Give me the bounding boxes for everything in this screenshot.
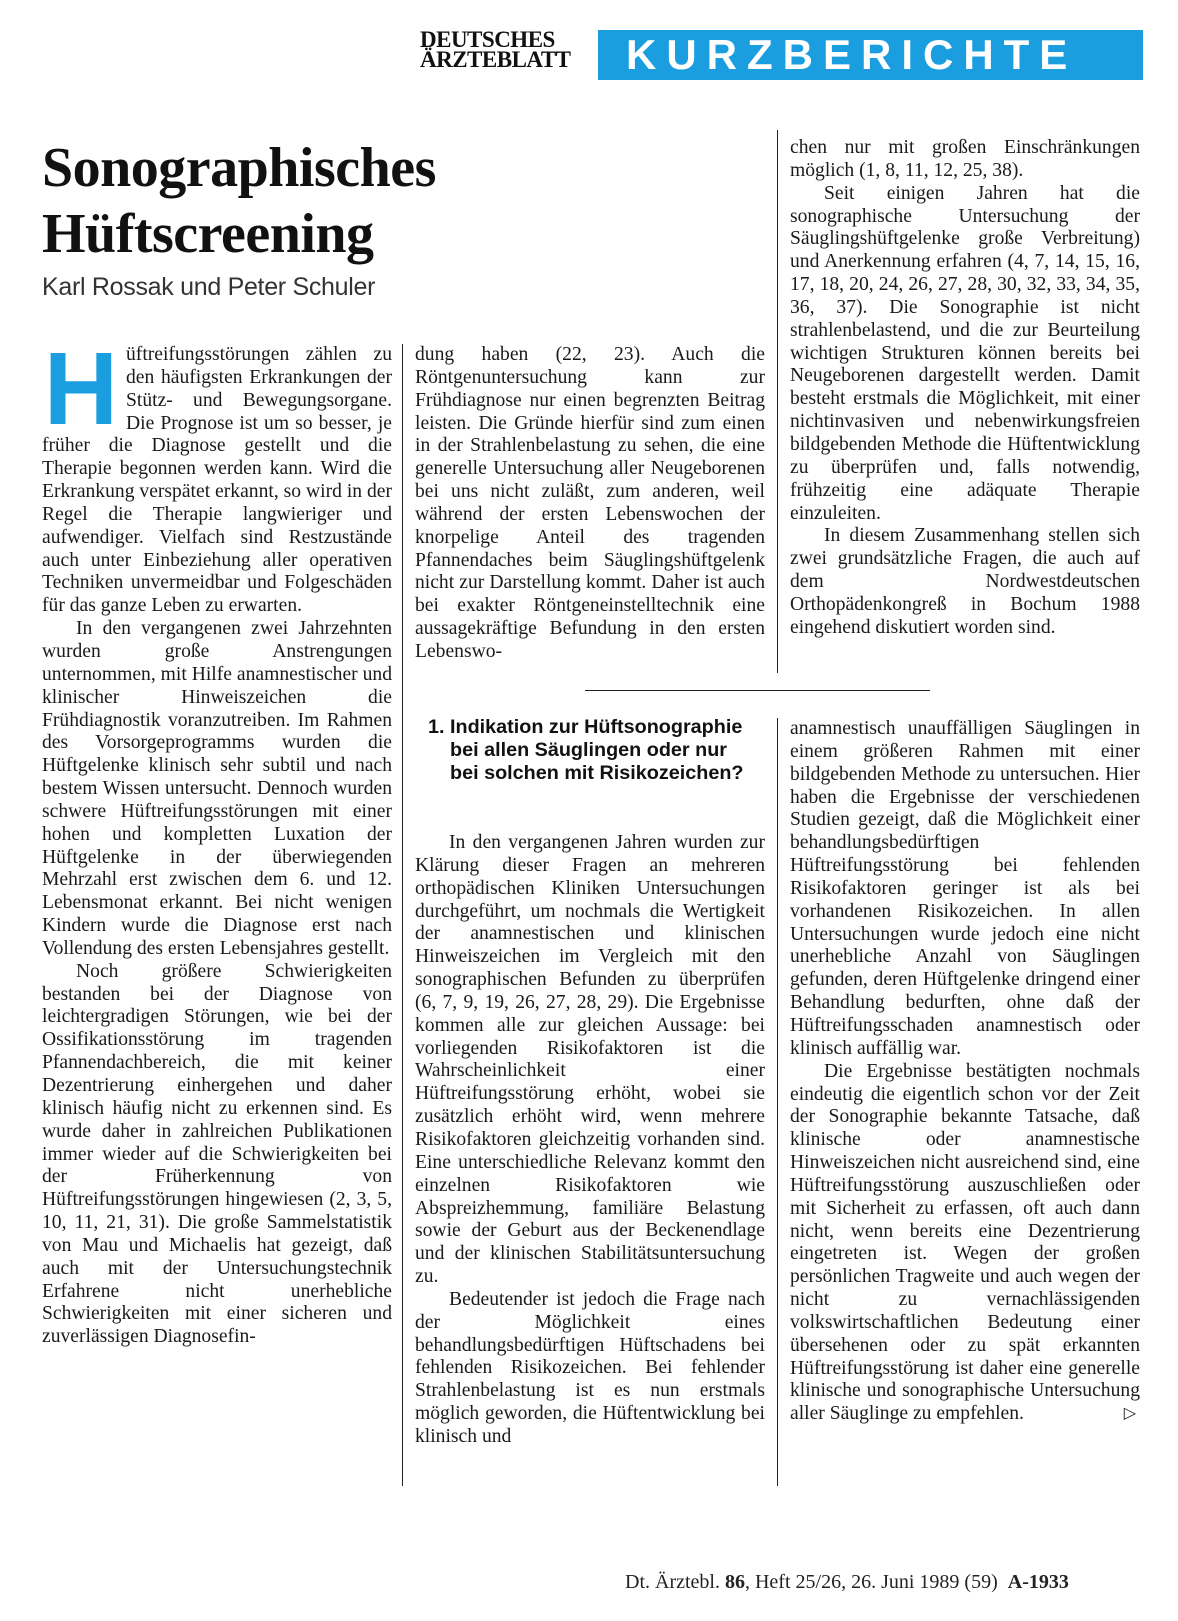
masthead-line2: ÄRZTEBLATT: [420, 47, 571, 72]
paragraph: In diesem Zusammenhang stellen sich zwei grundsätzliche Fragen, die auch auf dem Nordwestdeutschen Orthopädenkongreß in Bochum 1988 eingehend diskutiert worden sind.: [790, 525, 1140, 638]
paragraph: Bedeutender ist jedoch die Frage nach der Möglichkeit eines behandlungsbedürftigen Hüftschadens bei fehlenden Risikozeichen. Bei fehlender Strahlenbelastung ist es nun erstmals möglich geworden, die Hüftentwicklung bei klinisch und: [415, 1288, 765, 1447]
section-banner-label: KURZBERICHTE: [626, 31, 1078, 78]
text-column-2-bottom: [415, 832, 765, 1449]
column-divider: [777, 718, 778, 1486]
paragraph: In den vergangenen Jahren wurden zur Klärung dieser Fragen an mehreren orthopädischen Kliniken Untersuchungen durchgeführt, um nochmals die Wertigkeit der anamnestischen und klinischen Hinweiszeichen im Vergleich mit den sonographischen Befunden zu überprüfen (6, 7, 9, 19, 26, 27, 28, 29). Die Ergebnisse kommen alle zur gleichen Aussage: bei vorliegenden Risikofaktoren ist die Wahrscheinlichkeit einer Hüftreifungsstörung erhöht, wobei sie zusätzlich erhöht wird, wenn mehrere Risikofaktoren gleichzeitig vorhanden sind. Eine unterschiedliche Relevanz kommt den einzelnen Risikofaktoren wie Abspreizhemmung, familiäre Belastung sowie der Geburt aus der Beckenendlage und der klinischen Stabilitätsuntersuchung zu.: [415, 832, 765, 1288]
section-heading-text: Indikation zur Hüftsonographie bei allen Säuglingen oder nur bei solchen mit Risikozeichen?: [450, 716, 744, 784]
masthead-line1: DEUTSCHES: [420, 27, 555, 52]
paragraph-text: üftreifungsstörungen zählen zu den häufigsten Erkrankungen der Stütz- und Bewegungsorgane. Die Prognose ist um so besser, je früher die Diagnose gestellt und die Therapie begonnen werden kann. Wird die Erkrankung verspätet erkannt, so wird in der Regel die Therapie langwieriger und aufwendiger. Vielfach sind Restzustände auch unter Einbeziehung aller operativen Techniken unvermeidbar und Folgeschäden für das ganze Leben zu erwarten.: [42, 344, 392, 617]
column-divider: [402, 344, 403, 1486]
footer-issue: , Heft 25/26, 26. Juni 1989 (59): [744, 1571, 998, 1593]
text-column-3-bottom: [790, 718, 1140, 1426]
text-column-2-top: [415, 344, 765, 664]
paragraph-text: Die Ergebnisse bestätigten nochmals eindeutig die eigentlich schon vor der Zeit der Sonographie bekannte Tatsache, daß klinische oder anamnestische Hinweiszeichen nicht ausreichend sind, eine Hüftreifungsstörung auszuschließen oder mit Sicherheit zu erfassen, oft auch dann nicht, wenn bereits eine Dezentrierung eingetreten ist. Wegen der großen persönlichen Tragweite und auch wegen der nicht zu vernachlässigenden volkswirtschaftlichen Bedeutung einer übersehenen oder zu spät erkannten Hüftreifungsstörung ist daher eine generelle klinische und sonographische Untersuchung aller Säuglinge zu empfehlen.: [790, 1060, 1140, 1425]
article-authors: Karl Rossak und Peter Schuler: [42, 273, 376, 301]
section-divider: [585, 690, 930, 691]
section-heading: [428, 716, 760, 784]
footer-volume: 86: [724, 1571, 745, 1593]
footer-journal: Dt. Ärztebl.: [625, 1571, 720, 1593]
text-column-3-top: [790, 137, 1140, 640]
paragraph: In den vergangenen zwei Jahrzehnten wurden große Anstrengungen unternommen, mit Hilfe anamnestischer und klinischer Hinweiszeichen die Frühdiagnostik voranzutreiben. Im Rahmen des Vorsorgeprogramms wurden die Hüftgelenke klinisch sehr subtil und nach bestem Wissen untersucht. Dennoch wurden schwere Hüftreifungsstörungen mit einer hohen und kompletten Luxation der Hüftgelenke in der überwiegenden Mehrzahl erst zwischen dem 6. und 12. Lebensmonat erkannt. Bei nicht wenigen Kindern wurde die Diagnose erst nach Vollendung des ersten Lebensjahres gestellt.: [42, 618, 392, 959]
paragraph: [42, 331, 392, 618]
page-footer: [625, 1571, 1069, 1594]
journal-masthead: [420, 27, 592, 78]
section-heading-number: 1.: [428, 716, 445, 738]
column-divider: [777, 130, 778, 673]
paragraph: dung haben (22, 23). Auch die Röntgenuntersuchung kann zur Frühdiagnose nur einen begrenzten Beitrag leisten. Die Gründe hierfür sind zum einen in der Strahlenbelastung zu sehen, die eine generelle Untersuchung aller Neugeborenen bei uns nicht zuläßt, zum anderen, weil während der ersten Lebenswochen der knorpelige Anteil des tragenden Pfannendaches beim Säuglingshüftgelenk nicht zur Darstellung kommt. Daher ist auch bei exakter Röntgeneinstelltechnik eine aussagekräftige Befundung in den ersten Lebenswo-: [415, 344, 765, 662]
footer-page-number: A-1933: [1007, 1571, 1069, 1593]
drop-cap: H: [43, 331, 119, 446]
paragraph: chen nur mit großen Einschränkungen möglich (1, 8, 11, 12, 25, 38).: [790, 137, 1140, 181]
continue-arrow-icon: ▷: [1123, 1405, 1136, 1423]
paragraph: Seit einigen Jahren hat die sonographische Untersuchung der Säuglingshüftgelenke große Verbreitung) und Anerkennung erfahren (4, 7, 14, 15, 16, 17, 18, 20, 24, 26, 27, 28, 30, 32, 33, 34, 35, 36, 37). Die Sonographie ist nicht strahlenbelastend, und die zur Beurteilung wichtigen Strukturen können bereits bei Neugeborenen dargestellt werden. Damit besteht erstmals die Möglichkeit, mit einer nichtinvasiven und nebenwirkungsfreien bildgebenden Methode die Hüftentwicklung zu überprüfen und, falls notwendig, frühzeitig eine adäquate Therapie einzuleiten.: [790, 182, 1140, 524]
section-banner: [598, 30, 1143, 80]
title-line2: Hüftscreening: [42, 203, 374, 265]
text-column-1: [42, 331, 392, 1349]
title-line1: Sonographisches: [42, 137, 436, 199]
paragraph: anamnestisch unauffälligen Säuglingen in einem größeren Rahmen mit einer bildgebenden Methode zu untersuchen. Hier haben die Ergebnisse der verschiedenen Studien gezeigt, daß die Möglichkeit einer behandlungsbedürftigen Hüftreifungsstörung bei fehlenden Risikofaktoren geringer ist als bei vorhandenen Risikozeichen. In allen Untersuchungen wurde jedoch eine nicht unerhebliche Anzahl von Säuglingen gefunden, deren Hüftgelenke dringend einer Behandlung bedurften, ohne daß der Hüftreifungsschaden anamnestisch oder klinisch auffällig war.: [790, 718, 1140, 1059]
article-title: [42, 135, 602, 267]
paragraph: Noch größere Schwierigkeiten bestanden bei der Diagnose von leichtergradigen Störungen, wie bei der Ossifikationsstörung im tragenden Pfannendachbereich, die mit keiner Dezentrierung einhergehen und daher klinisch häufig nicht zu erkennen sind. Es wurde daher in zahlreichen Publikationen immer wieder auf die Schwierigkeiten bei der Früherkennung von Hüftreifungsstörungen hingewiesen (2, 3, 5, 10, 11, 21, 31). Die große Sammelstatistik von Mau und Michaelis hat gezeigt, daß auch mit der Untersuchungstechnik Erfahrene nicht unerhebliche Schwierigkeiten mit einer sicheren und zuverlässigen Diagnosefin-: [42, 960, 392, 1348]
paragraph: [790, 1061, 1140, 1427]
